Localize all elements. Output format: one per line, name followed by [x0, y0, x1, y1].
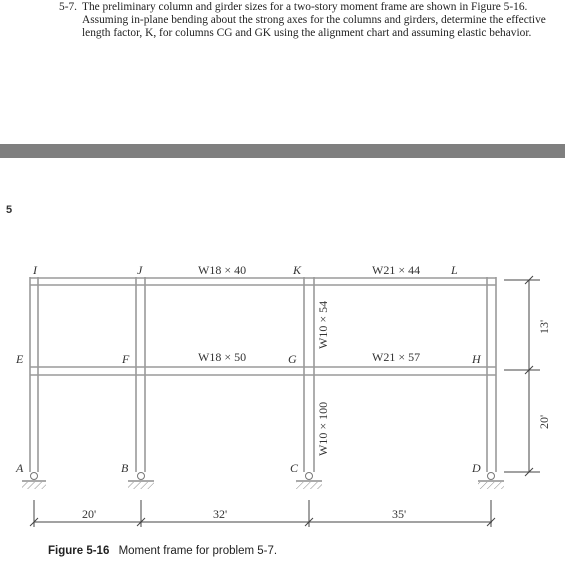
pin-support-d — [478, 473, 504, 490]
figure-caption-text: Moment frame for problem 5-7. — [118, 545, 278, 557]
joint-label-l: L — [451, 263, 458, 277]
story-dimension-line — [504, 276, 540, 476]
bay-dimension-line — [30, 500, 495, 527]
height-label-lower: 20' — [537, 414, 551, 429]
girder-label-floor-right: W21 × 57 — [372, 350, 421, 364]
joint-label-h: H — [472, 352, 481, 366]
joint-label-i: I — [33, 263, 37, 277]
figure-number: Figure 5-16 — [48, 545, 110, 557]
pin-support-c — [296, 473, 322, 490]
joint-label-b: B — [121, 461, 129, 475]
joint-label-a: A — [16, 461, 24, 475]
span-label-1: 20' — [82, 507, 97, 521]
roof-girder — [30, 278, 496, 285]
span-label-3: 35' — [392, 507, 407, 521]
joint-label-f: F — [122, 352, 130, 366]
girder-label-roof-left: W18 × 40 — [198, 263, 247, 277]
figure-caption — [48, 545, 277, 557]
joint-label-d: D — [472, 461, 481, 475]
floor-girder — [30, 367, 496, 375]
joint-label-j: J — [137, 263, 143, 277]
pin-support-b — [128, 473, 154, 490]
pin-support-a — [22, 473, 46, 490]
joint-label-k: K — [293, 263, 302, 277]
girder-label-floor-left: W18 × 50 — [198, 350, 247, 364]
margin-mark: 5 — [6, 204, 13, 216]
joint-label-e: E — [16, 352, 24, 366]
girder-label-roof-right: W21 × 44 — [372, 263, 421, 277]
span-label-2: 32' — [213, 507, 228, 521]
height-label-upper: 13' — [537, 319, 551, 334]
problem-text: The preliminary column and girder sizes for a two-story moment frame are shown in Figure 5-16. Assuming in-plane bending about the strong axes for the columns and girders, determine the effective length factor, K, for columns CG and GK using the alignment chart and assuming elastic behavior. — [82, 1, 546, 40]
column-label-upper: W10 × 54 — [316, 300, 330, 349]
column-label-lower: W10 × 100 — [316, 401, 330, 456]
joint-label-g: G — [288, 352, 297, 366]
joint-label-c: C — [290, 461, 299, 475]
problem-number: 5-7. — [59, 1, 78, 13]
